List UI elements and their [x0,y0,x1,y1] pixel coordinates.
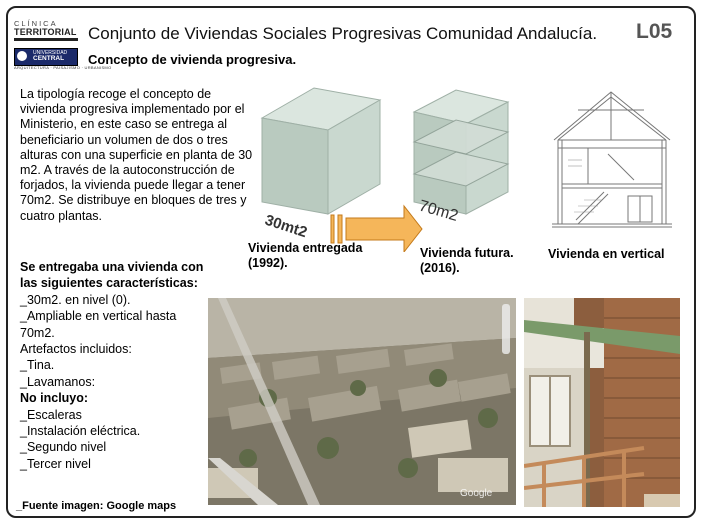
logo-caption: ARQUITECTURA · PAISAJISMO · URBANISMO [14,65,112,70]
list-item: _30m2. en nivel (0). [20,292,131,307]
logo-box-line1: UNIVERSIDAD [33,50,68,56]
excluded-label: No incluyo: [20,391,89,406]
delivered-area-label: 30mt2 [262,211,310,242]
vertical-section-drawing [548,88,678,230]
features-heading: Se entregaba una vivienda con las siguientes características: [20,260,204,291]
list-item: _Lavamanos: [20,374,96,389]
page-title: Conjunto de Viviendas Sociales Progresivas Comunidad Andalucía. [88,24,598,43]
sheet-code: L05 [636,20,673,43]
caption-future: Vivienda futura. (2016). [420,246,514,275]
progressive-housing-diagram [258,82,518,252]
page-subtitle: Concepto de vivienda progresiva. [88,52,297,67]
interior-photo [524,298,680,507]
delivered-volume-cube [262,88,380,214]
universidad-central-logo [14,48,78,66]
intro-paragraph: La tipología recoge el concepto de vivienda progresiva implementado por el Ministerio, en este caso se entrega al beneficiario un volumen de dos o tres alturas con una superficie en planta de 30 m2. A través de la autoconstrucción de forjados, la vivienda puede llegar a tener 70m2. Se distribuye en bloques de tres y cuatro plantas. [20,87,253,223]
list-item: _Instalación eléctrica. [20,424,141,439]
features-list [20,259,210,472]
google-watermark: Google [460,488,493,499]
list-item: _Escaleras [20,407,82,422]
future-area-label: 70m2 [416,197,461,225]
artefacts-label: Artefactos incluidos: [20,342,132,357]
logo-line-clinica: CLÍNICA [14,19,58,28]
clinica-territorial-logo [14,20,78,41]
aerial-photo [208,298,516,505]
list-item: _Ampliable en vertical hasta 70m2. [20,309,177,340]
university-seal-icon [17,51,27,61]
list-item: _Tina. [20,358,55,373]
image-source-note: _Fuente imagen: Google maps [16,500,177,512]
future-volume-cube [414,90,508,214]
list-item: _Segundo nivel [20,440,107,455]
logo-box-line2: CENTRAL [33,55,65,62]
list-item: _Tercer nivel [20,456,91,471]
caption-vertical: Vivienda en vertical [548,247,665,261]
caption-delivered: Vivienda entregada (1992). [248,241,363,270]
logo-line-territorial: TERRITORIAL [14,28,78,41]
